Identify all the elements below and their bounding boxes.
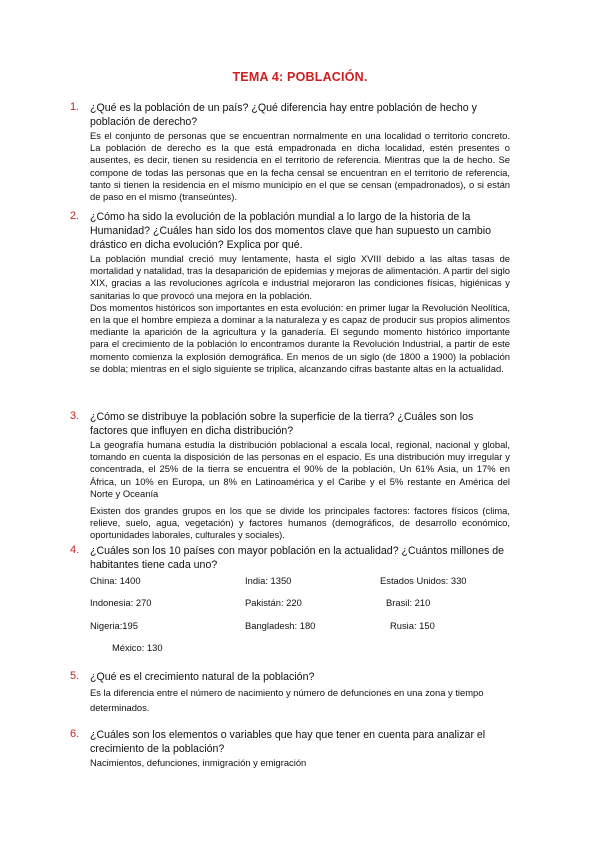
question-number: 3. [70,410,80,422]
country-entry: Bangladesh: 180 [245,620,316,631]
country-entry: Indonesia: 270 [90,597,152,608]
question-number: 2. [70,210,80,222]
country-entry: Nigeria:195 [90,620,138,631]
question-text: ¿Cómo ha sido la evolución de la población mundial a lo largo de la historia de la Humanidad? ¿Cuáles han sido los dos momentos clave que han supuesto un cambio drástico en dicha evolución? Explica por qué. [90,211,492,251]
question-block-3 [70,410,510,542]
question-text: ¿Qué es el crecimiento natural de la población? [90,671,315,683]
country-entry: Rusia: 150 [390,620,435,631]
question-number: 4. [70,544,80,556]
question-text: ¿Cuáles son los elementos o variables que hay que tener en cuenta para analizar el crecimiento de la población? [90,729,486,755]
answer-text: Nacimientos, defunciones, inmigración y emigración [90,757,307,768]
question-text: ¿Qué es la población de un país? ¿Qué diferencia hay entre población de hecho y población de derecho? [90,102,477,128]
country-list [90,572,510,652]
answer-text: La geografía humana estudia la distribución poblacional a escala local, regional, nacional y global, tomando en cuenta la disposición de las personas en el espacio. Es una distribución muy irregular y concentrada, el 25% de la tierra se encuentra el 90% de la población, Un 61% Asia, un 17% en África, un 10% en Europa, un 8% en Latinoamérica y el Caribe y el 5% restante en América del Norte y Oceanía [90,439,510,499]
question-number: 6. [70,728,80,740]
country-entry: China: 1400 [90,575,141,586]
question-text: ¿Cómo se distribuye la población sobre la superficie de la tierra? ¿Cuáles son los factores que influyen en dicha distribución? [90,411,474,437]
country-entry: México: 130 [112,642,163,653]
answer-text: Es el conjunto de personas que se encuentran normalmente en una localidad o territorio concreto. La población de derecho es la que está empadronada en dicha localidad, estén presentes o ausentes, es decir, tienen su residencia en el territorio de referencia. Mientras que la de hecho. Se compone de todas las personas que en la fecha censal se encuentran en el territorio de referencia, tanto si tienen la residencia en el mismo municipio en el que se censan (empadronados), o si están de paso en el mismo (transeúntes). [90,130,510,203]
question-block-2 [70,210,510,375]
country-entry: Estados Unidos: 330 [380,575,467,586]
question-block-1 [70,101,510,203]
country-entry: Brasil: 210 [386,597,431,608]
question-number: 5. [70,670,80,682]
question-text: ¿Cuáles son los 10 países con mayor población en la actualidad? ¿Cuántos millones de habitantes tiene cada uno? [90,545,504,571]
question-block-6 [70,728,510,769]
country-entry: India: 1350 [245,575,292,586]
question-block-4 [70,544,510,653]
page-title: TEMA 4: POBLACIÓN. [232,70,368,84]
answer-text: Existen dos grandes grupos en los que se divide los principales factores: factores físicos (clima, relieve, suelo, agua, vegetación) y factores humanos (demográficos, de desarrollo económico, oportunidades laborales, culturales y sociales). [90,505,510,541]
answer-text: La población mundial creció muy lentamente, hasta el siglo XVIII debido a las altas tasas de mortalidad y natalidad, tras la desaparición de epidemias y mejoras de alimentación. A partir del siglo XIX, gracias a las revoluciones agrícola e industrial mejoraron las condiciones físicas, higiénicas y sanitarias lo que provocó una mejora en la población. [90,253,510,301]
answer-text: Es la diferencia entre el número de nacimiento y número de defunciones en una zona y tiempo determinados. [90,687,484,713]
country-entry: Pakistán: 220 [245,597,302,608]
question-number: 1. [70,101,80,113]
answer-text: Dos momentos históricos son importantes en esta evolución: en primer lugar la Revolución Neolítica, en la que el hombre empieza a dominar a la naturaleza y es capaz de producir sus propios alimentos mediante la aparición de la agricultura y la ganadería. El segundo momento histórico importante para el crecimiento de la población lo encontramos durante la Revolución Industrial, a partir de este momento comienza la explosión demográfica. En menos de un siglo (de 1800 a 1900) la población se dobla; mientras en el siglo siguiente se triplica, alcanzando cifras bastante altas en la actualidad. [90,301,510,374]
question-block-5 [70,670,510,715]
